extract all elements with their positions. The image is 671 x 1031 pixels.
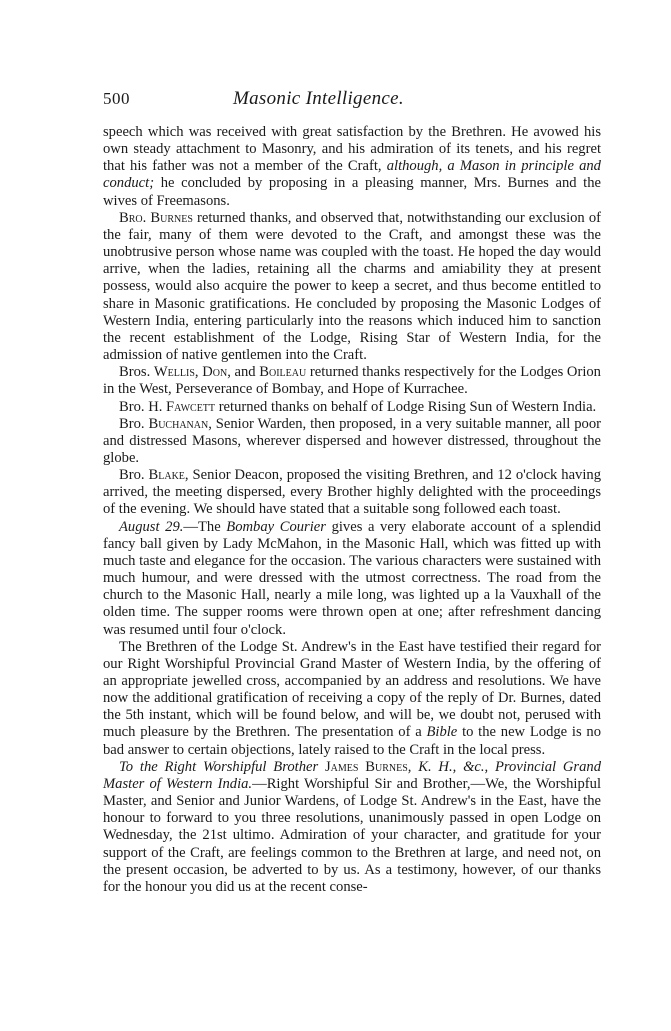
paragraph-jewelled-cross: The Brethren of the Lodge St. Andrew's in the East have testified their regard for our Right Worshipful Provincial Grand Master of Western India, by the offering of an appropriate jewelled cross, accompanied by an address and resolutions. We have now the additional gratification of receiving a copy of the reply of Dr. Burnes, dated the 5th instant, which will be found below, and will be, we doubt not, perused with much pleasure by the Brethren. The presentation of a Bible to the new Lodge is no bad answer to certain objections, lately raised to the Craft in the local press. bbox=[103, 638, 601, 758]
paragraph-address-letter: To the Right Worshipful Brother James Burnes, K. H., &c., Provincial Grand Master of Western India.—Right Worshipful Sir and Brother,—We, the Worshipful Master, and Senior and Junior Wardens, of Lodge St. Andrew's in the East, have the honour to forward to you three resolutions, unanimously passed in open Lodge on Wednesday, the 21st ultimo. Admiration of your character, and gratitude for your support of the Craft, are feelings common to the Brethren at large, and need not, on the present occasion, be adverted to by us. As a testimony, however, of our thanks for the honour you did us at the recent conse- bbox=[103, 758, 601, 895]
article-body bbox=[103, 124, 601, 896]
paragraph-fancy-ball: August 29.—The Bombay Courier gives a very elaborate account of a splendid fancy ball given by Lady McMahon, in the Masonic Hall, which was fitted up with much taste and elegance for the occasion. The various characters were sustained with much humour, and were dressed with the utmost correctness. The road from the church to the Masonic Hall, nearly a mile long, was lighted up a la Vauxhall of the olden time. The supper rooms were thrown open at one; after refreshment dancing was resumed until four o'clock. bbox=[103, 518, 601, 638]
paragraph-fawcett-thanks: Bro. H. Fawcett returned thanks on behalf of Lodge Rising Sun of Western India. bbox=[119, 398, 597, 415]
paragraph-buchanan-toast: Bro. Buchanan, Senior Warden, then proposed, in a very suitable manner, all poor and distressed Masons, wherever dispersed and however distressed, throughout the globe. bbox=[103, 415, 601, 466]
page-number: 500 bbox=[103, 89, 130, 108]
paragraph-toast-reply: speech which was received with great satisfaction by the Brethren. He avowed his own steady attachment to Masonry, and his admiration of its tenets, and his regret that his father was not a member of the Craft, although, a Mason in principle and conduct; he concluded by proposing in a pleasing manner, Mrs. Burnes and the wives of Freemasons. bbox=[103, 124, 602, 209]
paragraph-blake-toast: Bro. Blake, Senior Deacon, proposed the visiting Brethren, and 12 o'clock having arrived, the meeting dispersed, every Brother highly delighted with the proceedings of the evening. We should have stated that a suitable song followed each toast. bbox=[103, 467, 602, 518]
page-header bbox=[103, 88, 601, 114]
running-title: Masonic Intelligence. bbox=[233, 88, 404, 109]
paragraph-burnes-thanks: Bro. Burnes returned thanks, and observed that, notwithstanding our exclusion of the fair, many of them were devoted to the Craft, and amongst these was the unobtrusive person whose name was coupled with the toast. He hoped the day would arrive, when the ladies, retaining all the charms and amiability they at present possess, would also acquire the power to keep a secret, and thus become entitled to share in Masonic gratifications. He concluded by proposing the Masonic Lodges of Western India, entering particularly into the reasons which induced him to sanction the recent establishment of the Lodge, Rising Star of Western India, for the admission of native gentlemen into the Craft. bbox=[103, 209, 601, 364]
paragraph-lodges-thanks: Bros. Wellis, Don, and Boileau returned thanks respectively for the Lodges Orion in the West, Perseverance of Bombay, and Hope of Kurrachee. bbox=[103, 364, 601, 398]
